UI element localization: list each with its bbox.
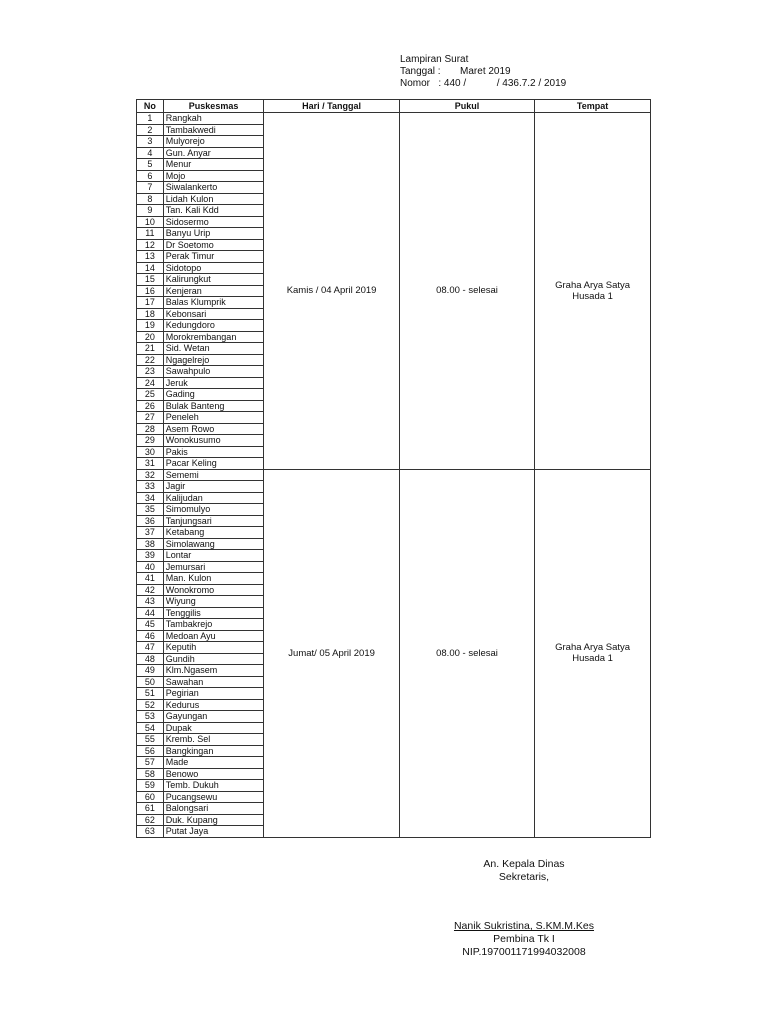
column-header-puskesmas: Puskesmas bbox=[163, 100, 264, 113]
puskesmas-name: Kalijudan bbox=[163, 492, 264, 504]
puskesmas-name: Lontar bbox=[163, 550, 264, 562]
puskesmas-name: Ketabang bbox=[163, 527, 264, 539]
puskesmas-name: Sememi bbox=[163, 469, 264, 481]
row-number: 28 bbox=[137, 423, 164, 435]
place-line-2: Husada 1 bbox=[572, 653, 613, 664]
row-number: 50 bbox=[137, 676, 164, 688]
row-number: 18 bbox=[137, 308, 164, 320]
row-number: 5 bbox=[137, 159, 164, 171]
puskesmas-name: Ngagelrejo bbox=[163, 354, 264, 366]
puskesmas-name: Jagir bbox=[163, 481, 264, 493]
row-number: 57 bbox=[137, 757, 164, 769]
puskesmas-name: Gun. Anyar bbox=[163, 147, 264, 159]
row-number: 34 bbox=[137, 492, 164, 504]
puskesmas-name: Tambakrejo bbox=[163, 619, 264, 631]
row-number: 61 bbox=[137, 803, 164, 815]
puskesmas-name: Jeruk bbox=[163, 377, 264, 389]
puskesmas-name: Tambakwedi bbox=[163, 124, 264, 136]
puskesmas-name: Mulyorejo bbox=[163, 136, 264, 148]
place-line-2: Husada 1 bbox=[572, 290, 613, 302]
place-cell bbox=[535, 113, 651, 470]
row-number: 41 bbox=[137, 573, 164, 585]
row-number: 39 bbox=[137, 550, 164, 562]
row-number: 8 bbox=[137, 193, 164, 205]
date-line: Tanggal : Maret 2019 bbox=[400, 66, 511, 77]
day-date-cell: Jumat/ 05 April 2019 bbox=[264, 469, 399, 837]
puskesmas-name: Duk. Kupang bbox=[163, 814, 264, 826]
puskesmas-name: Made bbox=[163, 757, 264, 769]
row-number: 46 bbox=[137, 630, 164, 642]
puskesmas-name: Dr Soetomo bbox=[163, 239, 264, 251]
signature-title-block bbox=[430, 858, 618, 884]
row-number: 4 bbox=[137, 147, 164, 159]
puskesmas-name: Wonokromo bbox=[163, 584, 264, 596]
puskesmas-name: Sidotopo bbox=[163, 262, 264, 274]
place-line-1: Graha Arya Satya bbox=[555, 642, 631, 653]
row-number: 49 bbox=[137, 665, 164, 677]
column-header-day-date: Hari / Tanggal bbox=[264, 100, 399, 113]
row-number: 31 bbox=[137, 458, 164, 470]
place-line-1: Graha Arya Satya bbox=[555, 279, 631, 291]
row-number: 19 bbox=[137, 320, 164, 332]
row-number: 16 bbox=[137, 285, 164, 297]
row-number: 22 bbox=[137, 354, 164, 366]
puskesmas-name: Medoan Ayu bbox=[163, 630, 264, 642]
puskesmas-name: Rangkah bbox=[163, 113, 264, 125]
puskesmas-name: Dupak bbox=[163, 722, 264, 734]
table-header-row bbox=[137, 100, 651, 113]
row-number: 63 bbox=[137, 826, 164, 838]
row-number: 11 bbox=[137, 228, 164, 240]
schedule-table bbox=[136, 99, 651, 838]
puskesmas-name: Sawahpulo bbox=[163, 366, 264, 378]
attachment-label: Lampiran Surat bbox=[400, 54, 469, 65]
time-cell: 08.00 - selesai bbox=[399, 469, 534, 837]
row-number: 60 bbox=[137, 791, 164, 803]
signatory-name: Nanik Sukristina, S.KM.M.Kes bbox=[453, 920, 595, 932]
puskesmas-name: Menur bbox=[163, 159, 264, 171]
row-number: 12 bbox=[137, 239, 164, 251]
row-number: 59 bbox=[137, 780, 164, 792]
puskesmas-name: Benowo bbox=[163, 768, 264, 780]
row-number: 45 bbox=[137, 619, 164, 631]
row-number: 23 bbox=[137, 366, 164, 378]
puskesmas-name: Perak Timur bbox=[163, 251, 264, 263]
row-number: 33 bbox=[137, 481, 164, 493]
letter-attachment-header bbox=[400, 54, 566, 90]
row-number: 21 bbox=[137, 343, 164, 355]
puskesmas-name: Sid. Wetan bbox=[163, 343, 264, 355]
puskesmas-name: Pakis bbox=[163, 446, 264, 458]
puskesmas-name: Balongsari bbox=[163, 803, 264, 815]
table-row bbox=[137, 469, 651, 481]
row-number: 13 bbox=[137, 251, 164, 263]
puskesmas-name: Kedurus bbox=[163, 699, 264, 711]
puskesmas-name: Pucangsewu bbox=[163, 791, 264, 803]
row-number: 27 bbox=[137, 412, 164, 424]
row-number: 42 bbox=[137, 584, 164, 596]
puskesmas-name: Keputih bbox=[163, 642, 264, 654]
row-number: 44 bbox=[137, 607, 164, 619]
puskesmas-name: Kedungdoro bbox=[163, 320, 264, 332]
row-number: 38 bbox=[137, 538, 164, 550]
puskesmas-name: Kenjeran bbox=[163, 285, 264, 297]
puskesmas-name: Jemursari bbox=[163, 561, 264, 573]
signature-on-behalf: An. Kepala Dinas bbox=[483, 858, 565, 870]
puskesmas-name: Gayungan bbox=[163, 711, 264, 723]
row-number: 36 bbox=[137, 515, 164, 527]
row-number: 20 bbox=[137, 331, 164, 343]
puskesmas-name: Bangkingan bbox=[163, 745, 264, 757]
table-row bbox=[137, 113, 651, 125]
row-number: 15 bbox=[137, 274, 164, 286]
row-number: 37 bbox=[137, 527, 164, 539]
puskesmas-name: Man. Kulon bbox=[163, 573, 264, 585]
row-number: 24 bbox=[137, 377, 164, 389]
puskesmas-name: Kalirungkut bbox=[163, 274, 264, 286]
puskesmas-name: Simolawang bbox=[163, 538, 264, 550]
puskesmas-name: Kebonsari bbox=[163, 308, 264, 320]
puskesmas-name: Siwalankerto bbox=[163, 182, 264, 194]
number-line: Nomor : 440 / / 436.7.2 / 2019 bbox=[400, 78, 567, 89]
puskesmas-name: Sawahan bbox=[163, 676, 264, 688]
puskesmas-name: Mojo bbox=[163, 170, 264, 182]
row-number: 53 bbox=[137, 711, 164, 723]
row-number: 25 bbox=[137, 389, 164, 401]
row-number: 17 bbox=[137, 297, 164, 309]
row-number: 26 bbox=[137, 400, 164, 412]
column-header-no: No bbox=[137, 100, 164, 113]
row-number: 48 bbox=[137, 653, 164, 665]
row-number: 51 bbox=[137, 688, 164, 700]
signature-position: Sekretaris, bbox=[498, 871, 550, 883]
row-number: 55 bbox=[137, 734, 164, 746]
row-number: 43 bbox=[137, 596, 164, 608]
puskesmas-name: Morokrembangan bbox=[163, 331, 264, 343]
signature-name-block bbox=[430, 920, 618, 959]
puskesmas-name: Gundih bbox=[163, 653, 264, 665]
row-number: 7 bbox=[137, 182, 164, 194]
column-header-time: Pukul bbox=[399, 100, 534, 113]
row-number: 9 bbox=[137, 205, 164, 217]
row-number: 1 bbox=[137, 113, 164, 125]
puskesmas-name: Balas Klumprik bbox=[163, 297, 264, 309]
row-number: 40 bbox=[137, 561, 164, 573]
signatory-nip: NIP.197001171994032008 bbox=[462, 946, 586, 958]
puskesmas-name: Sidosermo bbox=[163, 216, 264, 228]
puskesmas-name: Gading bbox=[163, 389, 264, 401]
puskesmas-name: Kremb. Sel bbox=[163, 734, 264, 746]
puskesmas-name: Tenggilis bbox=[163, 607, 264, 619]
puskesmas-name: Bulak Banteng bbox=[163, 400, 264, 412]
row-number: 47 bbox=[137, 642, 164, 654]
puskesmas-name: Klm.Ngasem bbox=[163, 665, 264, 677]
row-number: 58 bbox=[137, 768, 164, 780]
puskesmas-name: Peneleh bbox=[163, 412, 264, 424]
row-number: 10 bbox=[137, 216, 164, 228]
row-number: 62 bbox=[137, 814, 164, 826]
puskesmas-name: Temb. Dukuh bbox=[163, 780, 264, 792]
row-number: 14 bbox=[137, 262, 164, 274]
row-number: 54 bbox=[137, 722, 164, 734]
row-number: 2 bbox=[137, 124, 164, 136]
puskesmas-name: Tan. Kali Kdd bbox=[163, 205, 264, 217]
row-number: 32 bbox=[137, 469, 164, 481]
puskesmas-name: Banyu Urip bbox=[163, 228, 264, 240]
puskesmas-name: Pacar Keling bbox=[163, 458, 264, 470]
place-cell bbox=[535, 469, 651, 837]
schedule-table-body bbox=[137, 113, 651, 838]
puskesmas-name: Putat Jaya bbox=[163, 826, 264, 838]
puskesmas-name: Wiyung bbox=[163, 596, 264, 608]
puskesmas-name: Simomulyo bbox=[163, 504, 264, 516]
row-number: 35 bbox=[137, 504, 164, 516]
row-number: 30 bbox=[137, 446, 164, 458]
row-number: 3 bbox=[137, 136, 164, 148]
row-number: 56 bbox=[137, 745, 164, 757]
row-number: 6 bbox=[137, 170, 164, 182]
column-header-place: Tempat bbox=[535, 100, 651, 113]
row-number: 29 bbox=[137, 435, 164, 447]
row-number: 52 bbox=[137, 699, 164, 711]
puskesmas-name: Tanjungsari bbox=[163, 515, 264, 527]
signatory-rank: Pembina Tk I bbox=[493, 933, 555, 945]
puskesmas-name: Asem Rowo bbox=[163, 423, 264, 435]
puskesmas-name: Pegirian bbox=[163, 688, 264, 700]
puskesmas-name: Lidah Kulon bbox=[163, 193, 264, 205]
day-date-cell: Kamis / 04 April 2019 bbox=[264, 113, 399, 470]
puskesmas-name: Wonokusumo bbox=[163, 435, 264, 447]
time-cell: 08.00 - selesai bbox=[399, 113, 534, 470]
